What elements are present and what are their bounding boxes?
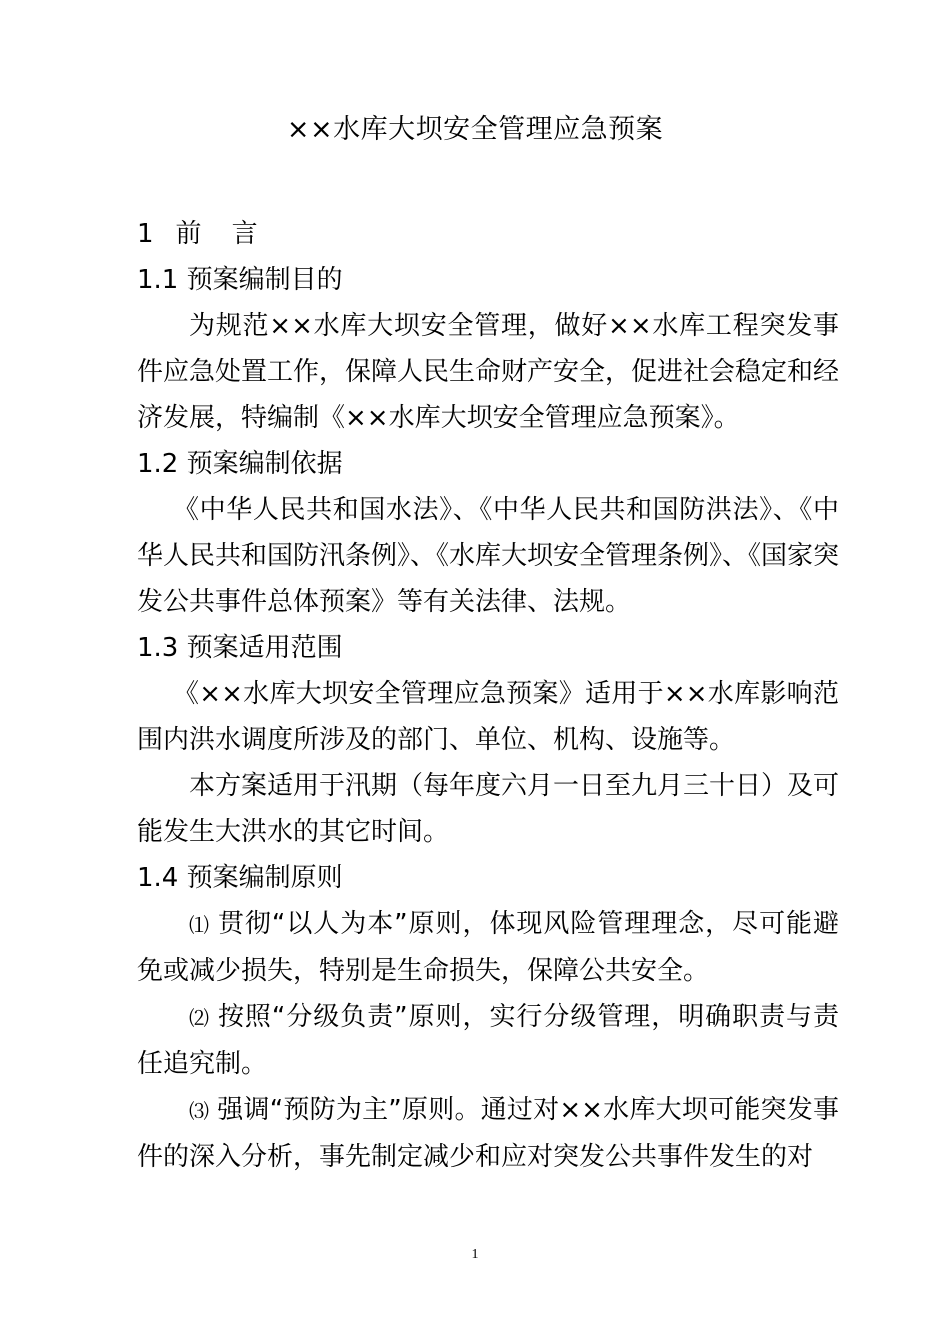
document-body xyxy=(137,211,839,1180)
principle-item xyxy=(137,901,839,994)
item-text: 强调“预防为主”原则。通过对××水库大坝可能突发事件的深入分析，事先制定减少和应对突发公共事件发生的对 xyxy=(137,1095,840,1172)
principle-item xyxy=(137,994,839,1087)
principle-item xyxy=(137,1087,839,1180)
section-number: 1 xyxy=(137,219,154,249)
paragraph-1-3-a: 《××水库大坝安全管理应急预案》适用于××水库影响范围内洪水调度所涉及的部门、单位、机构、设施等。 xyxy=(137,679,839,755)
section-heading-1-3: 1.3 预案适用范围 xyxy=(137,633,343,663)
document-title: ××水库大坝安全管理应急预案 xyxy=(286,114,664,145)
item-number: ⑶ xyxy=(189,1099,210,1123)
page-number: 1 xyxy=(471,1247,479,1262)
item-number: ⑴ xyxy=(189,913,210,937)
section-word-1: 前 xyxy=(175,219,202,249)
paragraph-1-1: 为规范××水库大坝安全管理，做好××水库工程突发事件应急处置工作，保障人民生命财产安全，促进社会稳定和经济发展，特编制《××水库大坝安全管理应急预案》。 xyxy=(137,311,840,433)
item-text: 按照“分级负责”原则，实行分级管理，明确职责与责任追究制。 xyxy=(137,1002,839,1079)
paragraph-1-3-b: 本方案适用于汛期（每年度六月一日至九月三十日）及可能发生大洪水的其它时间。 xyxy=(137,771,840,847)
section-heading-1-1: 1.1 预案编制目的 xyxy=(137,265,343,295)
item-text: 贯彻“以人为本”原则，体现风险管理理念，尽可能避免或减少损失，特别是生命损失，保障公共安全。 xyxy=(137,909,839,986)
section-heading-1-4: 1.4 预案编制原则 xyxy=(137,863,343,893)
section-heading-1 xyxy=(137,211,839,257)
item-number: ⑵ xyxy=(189,1006,210,1030)
section-word-2: 言 xyxy=(231,219,258,249)
section-heading-1-2: 1.2 预案编制依据 xyxy=(137,449,343,479)
paragraph-1-2: 《中华人民共和国水法》、《中华人民共和国防洪法》、《中华人民共和国防汛条例》、《水库大坝安全管理条例》、《国家突发公共事件总体预案》等有关法律、法规。 xyxy=(137,495,840,617)
